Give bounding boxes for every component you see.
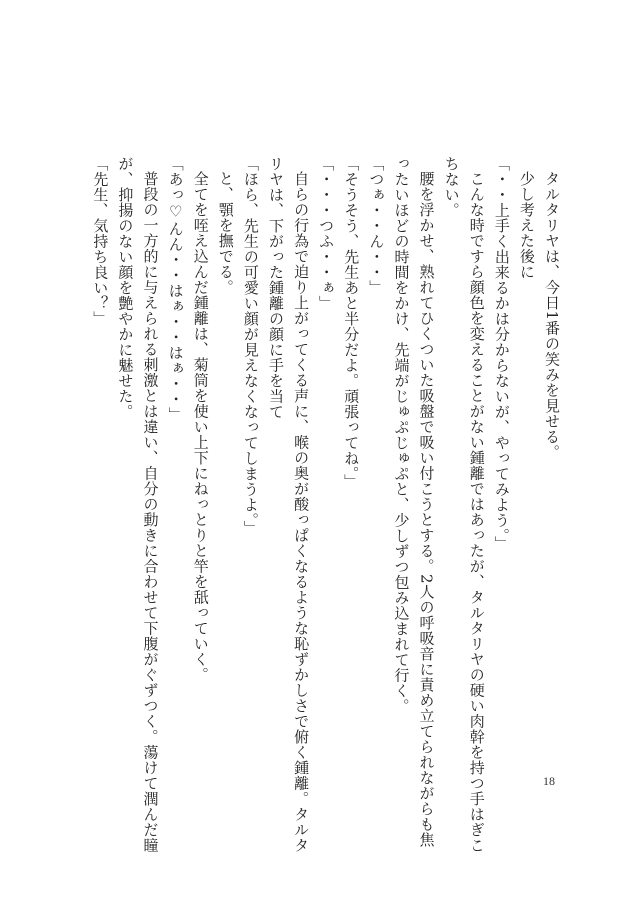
text-line: 腰を浮かせ、熟れてひくついた吸盤で吸い付こうとする。2人の呼吸音に責め立てられながらも焦	[417, 171, 436, 848]
text-line: 「先生、気持ち良い？」	[91, 156, 110, 327]
text-line: 「そうそう、先生あと半分だよ。頑張ってね。」	[342, 156, 361, 490]
text-line: 「ほら、先生の可愛い顔が見えなくなってしまうよ。」	[241, 156, 260, 536]
text-line: が、抑揚のない顔を艶やかに魅せた。	[116, 156, 135, 420]
text-line: 「・・上手く出来るかは分からないが、やってみよう。」	[492, 156, 511, 552]
text-line: 全てを咥え込んだ鍾離は、菊筒を使い上下にねっとりと竿を舐っていく。	[191, 171, 210, 683]
text-line: 自らの行為で迫り上がってくる声に、喉の奥が酸っぱくなるような恥ずかしさで俯く鍾離。タルタ	[292, 171, 311, 853]
text-line: 普段の一方的に与えられる刺激とは違い、自分の動きに合わせて下腹がぐずつく。蕩けて潤んだ瞳	[141, 171, 160, 853]
text-line: 「あっ♡んん・・はぁ・・はぁ・・」	[166, 156, 185, 423]
text-line: タルタリヤは、今日1番の笑みを見せる。	[543, 171, 561, 461]
text-line: ちない。	[442, 156, 461, 218]
text-line: ったいほどの時間をかけ、先端がじゅぷじゅぷと、少しずつ包み込まれて行く。	[392, 156, 411, 714]
text-line: 「つぁ・・ん・・」	[367, 156, 386, 296]
text-line: リヤは、下がった鍾離の顔に手を当て	[266, 156, 285, 420]
text-line: 「・・・つふ・・ぁ」	[317, 156, 336, 311]
text-line: と、顎を撫でる。	[216, 171, 235, 295]
page-number: 18	[543, 774, 555, 788]
text-line: 少し考えた後に	[517, 171, 536, 280]
text-line: こんな時ですら顔色を変えることがない鍾離ではあったが、タルタリヤの硬い肉幹を持つ手はぎこ	[467, 171, 486, 853]
